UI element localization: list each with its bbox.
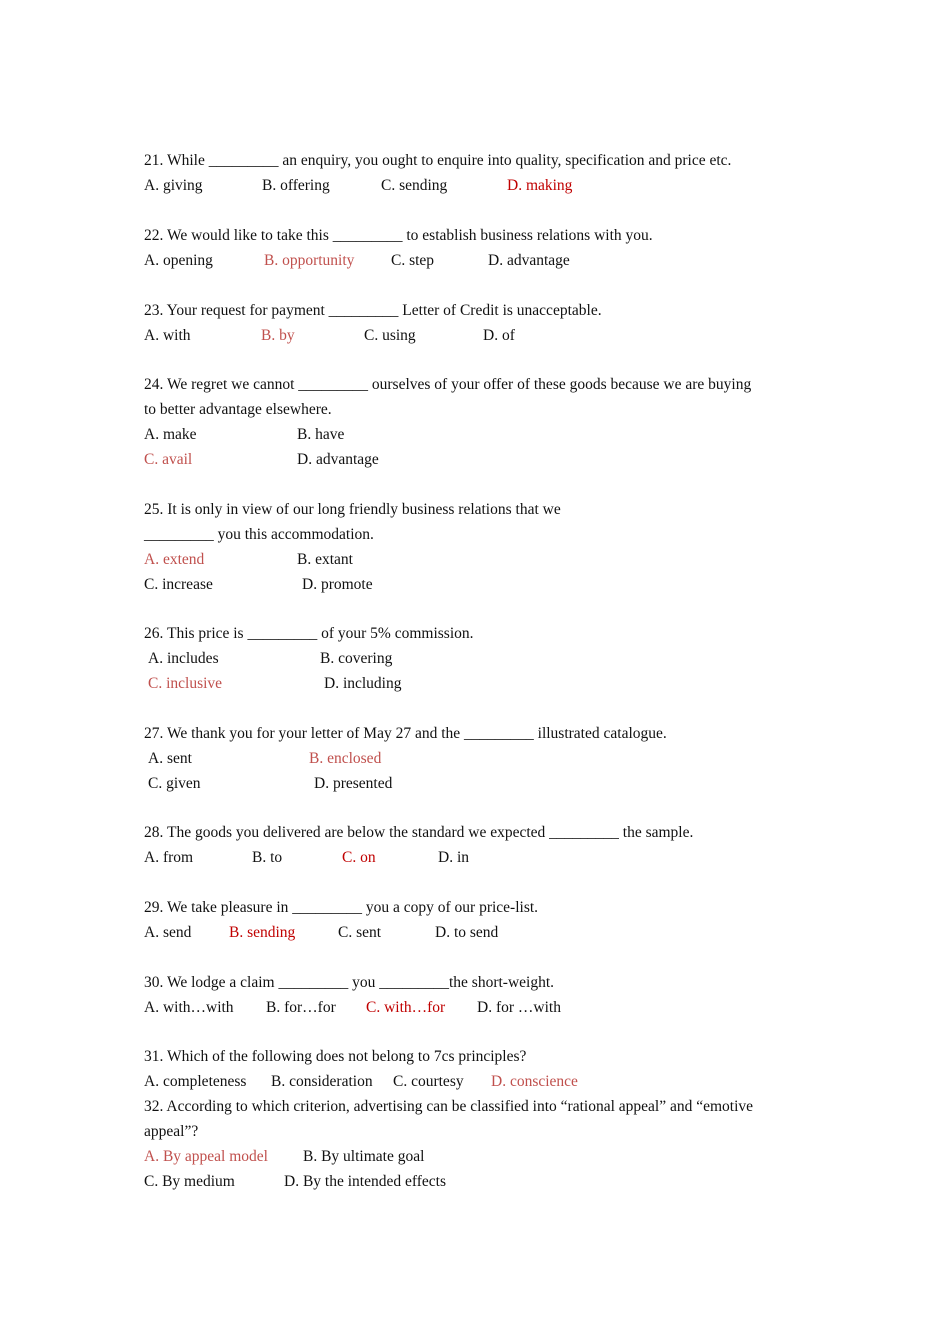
question-27-option-c: C. given: [148, 775, 201, 792]
question-32-option-c: C. By medium: [144, 1173, 235, 1190]
question-22-stem: 22. We would like to take this _________ to establish business relations with you.: [144, 227, 653, 244]
question-28-option-c-answer: C. on: [342, 849, 376, 866]
question-28-option-b: B. to: [252, 849, 283, 866]
question-29-stem: 29. We take pleasure in _________ you a copy of our price-list.: [144, 899, 539, 916]
question-24-option-d: D. advantage: [297, 451, 379, 468]
question-21-option-b: B. offering: [262, 177, 330, 194]
question-21-option-d-answer: D. making: [507, 177, 573, 194]
question-29-option-c: C. sent: [338, 924, 382, 941]
question-31-option-b: B. consideration: [271, 1073, 373, 1090]
question-23-option-a: A. with: [144, 327, 191, 344]
question-32-option-d: D. By the intended effects: [284, 1173, 446, 1190]
question-23-option-d: D. of: [483, 327, 515, 344]
question-32-option-a-answer: A. By appeal model: [144, 1148, 268, 1165]
question-29-option-b-answer: B. sending: [229, 924, 296, 941]
question-21-option-c: C. sending: [381, 177, 448, 194]
question-30-option-d: D. for …with: [477, 999, 561, 1016]
question-21-stem: 21. While _________ an enquiry, you ought to enquire into quality, specification and price etc.: [144, 152, 732, 169]
question-22-option-b-answer: B. opportunity: [264, 252, 355, 269]
question-27-option-d: D. presented: [314, 775, 393, 792]
question-30-option-c-answer: C. with…for: [366, 999, 446, 1016]
question-25-option-d: D. promote: [302, 576, 373, 593]
question-31-option-c: C. courtesy: [393, 1073, 464, 1090]
question-26-option-a: A. includes: [148, 650, 219, 667]
question-24-option-c-answer: C. avail: [144, 451, 193, 468]
question-21-option-a: A. giving: [144, 177, 203, 194]
question-29-option-d: D. to send: [435, 924, 499, 941]
question-27-stem: 27. We thank you for your letter of May 27 and the _________ illustrated catalogue.: [144, 725, 667, 742]
question-23-stem: 23. Your request for payment _________ Letter of Credit is unacceptable.: [144, 302, 602, 319]
question-26-option-c-answer: C. inclusive: [148, 675, 223, 692]
question-30-option-a: A. with…with: [144, 999, 234, 1016]
question-32-stem-line-1: 32. According to which criterion, advertising can be classified into “rational appeal” and “emotive: [144, 1098, 754, 1115]
question-26-option-b: B. covering: [320, 650, 393, 667]
question-24-stem-line-1: 24. We regret we cannot _________ ourselves of your offer of these goods because we are buying: [144, 376, 752, 393]
question-27-option-a: A. sent: [148, 750, 192, 767]
question-23-option-b-answer: B. by: [261, 327, 295, 344]
question-32-option-b: B. By ultimate goal: [303, 1148, 425, 1165]
question-22-option-a: A. opening: [144, 252, 213, 269]
question-24-option-a: A. make: [144, 426, 197, 443]
question-32-stem-line-2: appeal”?: [144, 1123, 199, 1140]
question-23-option-c: C. using: [364, 327, 416, 344]
question-22-option-c: C. step: [391, 252, 435, 269]
question-30-option-b: B. for…for: [266, 999, 336, 1016]
question-31-option-a: A. completeness: [144, 1073, 247, 1090]
question-26-stem: 26. This price is _________ of your 5% commission.: [144, 625, 474, 642]
question-30-stem: 30. We lodge a claim _________ you _________the short-weight.: [144, 974, 555, 991]
question-24-stem-line-2: to better advantage elsewhere.: [144, 401, 332, 418]
question-25-stem-line-1: 25. It is only in view of our long friendly business relations that we: [144, 501, 561, 518]
question-25-option-a-answer: A. extend: [144, 551, 205, 568]
question-31-option-d-answer: D. conscience: [491, 1073, 578, 1090]
question-26-option-d: D. including: [324, 675, 402, 692]
question-28-option-d: D. in: [438, 849, 469, 866]
question-31-stem: 31. Which of the following does not belong to 7cs principles?: [144, 1048, 527, 1065]
question-28-stem: 28. The goods you delivered are below the standard we expected _________ the sample.: [144, 824, 694, 841]
question-27-option-b-answer: B. enclosed: [309, 750, 382, 767]
question-28-option-a: A. from: [144, 849, 194, 866]
question-25-option-c: C. increase: [144, 576, 213, 593]
question-22-option-d: D. advantage: [488, 252, 570, 269]
question-29-option-a: A. send: [144, 924, 192, 941]
question-25-stem-line-2: _________ you this accommodation.: [144, 526, 374, 543]
question-24-option-b: B. have: [297, 426, 345, 443]
question-25-option-b: B. extant: [297, 551, 353, 568]
